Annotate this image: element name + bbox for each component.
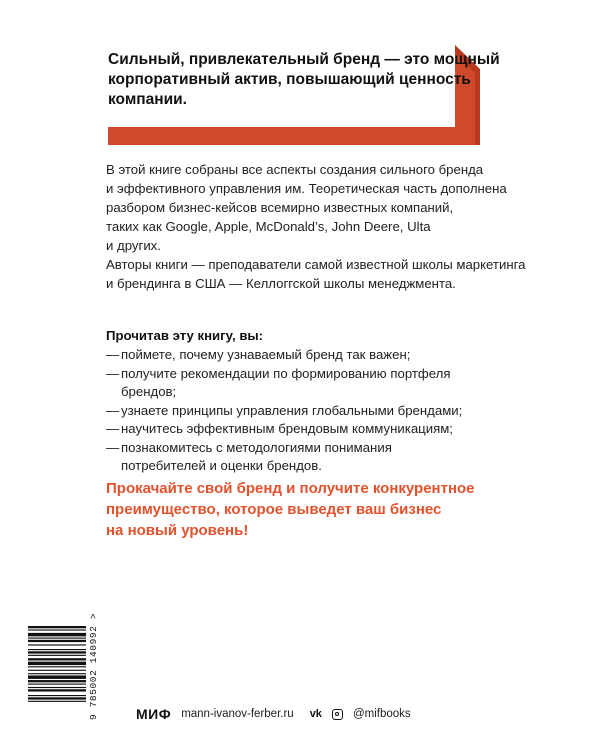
barcode-bar — [28, 629, 86, 630]
benefits-title: Прочитав эту книгу, вы: — [106, 328, 264, 343]
quote-line: Сильный, привлекательный бренд — это мощный — [108, 51, 500, 68]
quote-line: корпоративный актив, повышающий ценность — [108, 71, 471, 88]
intro-line: Авторы книги — преподаватели самой известной школы маркетинга — [106, 257, 526, 272]
barcode-bar — [28, 649, 86, 650]
list-item-line: поймете, почему узнаваемый бренд так важен; — [121, 347, 411, 362]
barcode-bar — [28, 638, 86, 639]
list-item — [106, 365, 506, 402]
barcode-bar — [28, 675, 86, 678]
intro-line: таких как Google, Apple, McDonald’s, John Deere, Ulta — [106, 219, 431, 234]
cta-line: преимущество, которое выведет ваш бизнес — [106, 501, 442, 518]
barcode-bar — [28, 640, 86, 642]
barcode-bar — [28, 651, 86, 653]
barcode-bar — [28, 626, 86, 628]
quote-text — [108, 50, 500, 110]
barcode-bar — [28, 633, 86, 636]
dash-bullet: — — [106, 439, 120, 455]
quote-line: компании. — [108, 91, 187, 108]
vk-icon[interactable]: vk — [309, 708, 322, 720]
footer — [136, 702, 411, 726]
intro-line: и брендинга в США — Келлоггской школы менеджмента. — [106, 276, 456, 291]
instagram-icon[interactable] — [332, 709, 343, 720]
barcode-bar — [28, 695, 86, 696]
isbn-number: 9 785002 140992 > — [88, 612, 99, 720]
dash-bullet: — — [106, 421, 120, 436]
barcode-bar — [28, 680, 86, 682]
dash-bullet: — — [106, 347, 120, 362]
list-item-line: научитесь эффективным брендовым коммуникациям; — [121, 421, 453, 436]
call-to-action — [106, 478, 506, 541]
list-item — [106, 402, 506, 421]
list-item-line: получите рекомендации по формированию портфеля — [121, 365, 451, 381]
list-item-line: узнаете принципы управления глобальными брендами; — [121, 402, 463, 418]
barcode-bar — [28, 684, 86, 685]
list-item — [106, 346, 506, 365]
barcode-bar — [28, 701, 86, 702]
list-item-line: познакомитесь с методологиями понимания — [121, 439, 392, 455]
intro-paragraph — [106, 160, 526, 293]
list-item — [106, 439, 506, 476]
intro-line: и других. — [106, 238, 161, 253]
intro-line: и эффективного управления им. Теоретическая часть дополнена — [106, 181, 507, 196]
barcode-bar — [28, 658, 86, 660]
social-handle[interactable]: @mifbooks — [352, 708, 411, 720]
dash-bullet: — — [106, 365, 120, 381]
cta-line: Прокачайте свой бренд и получите конкурентное — [106, 480, 475, 497]
intro-line: В этой книге собраны все аспекты создания сильного бренда — [106, 162, 484, 177]
publisher-logo: МИФ — [136, 706, 172, 722]
barcode-bar — [28, 670, 86, 671]
list-item-line: брендов; — [121, 384, 177, 399]
cta-line: на новый уровень! — [106, 522, 249, 539]
barcode — [28, 624, 112, 730]
intro-line: разбором бизнес-кейсов всемирно известных компаний, — [106, 200, 454, 215]
dash-bullet: — — [106, 402, 120, 418]
website-link[interactable]: mann-ivanov-ferber.ru — [181, 708, 294, 720]
barcode-bar — [28, 673, 86, 674]
barcode-bar — [28, 687, 86, 688]
barcode-bars — [28, 624, 88, 730]
barcode-bar — [28, 697, 86, 699]
barcode-bar — [28, 689, 86, 691]
list-item — [106, 420, 506, 439]
list-item-line: потребителей и оценки брендов. — [121, 458, 322, 473]
benefits-list — [106, 346, 506, 476]
barcode-bar — [28, 666, 86, 667]
barcode-bar — [28, 644, 86, 645]
barcode-bar — [28, 662, 86, 665]
barcode-bar — [28, 655, 86, 656]
